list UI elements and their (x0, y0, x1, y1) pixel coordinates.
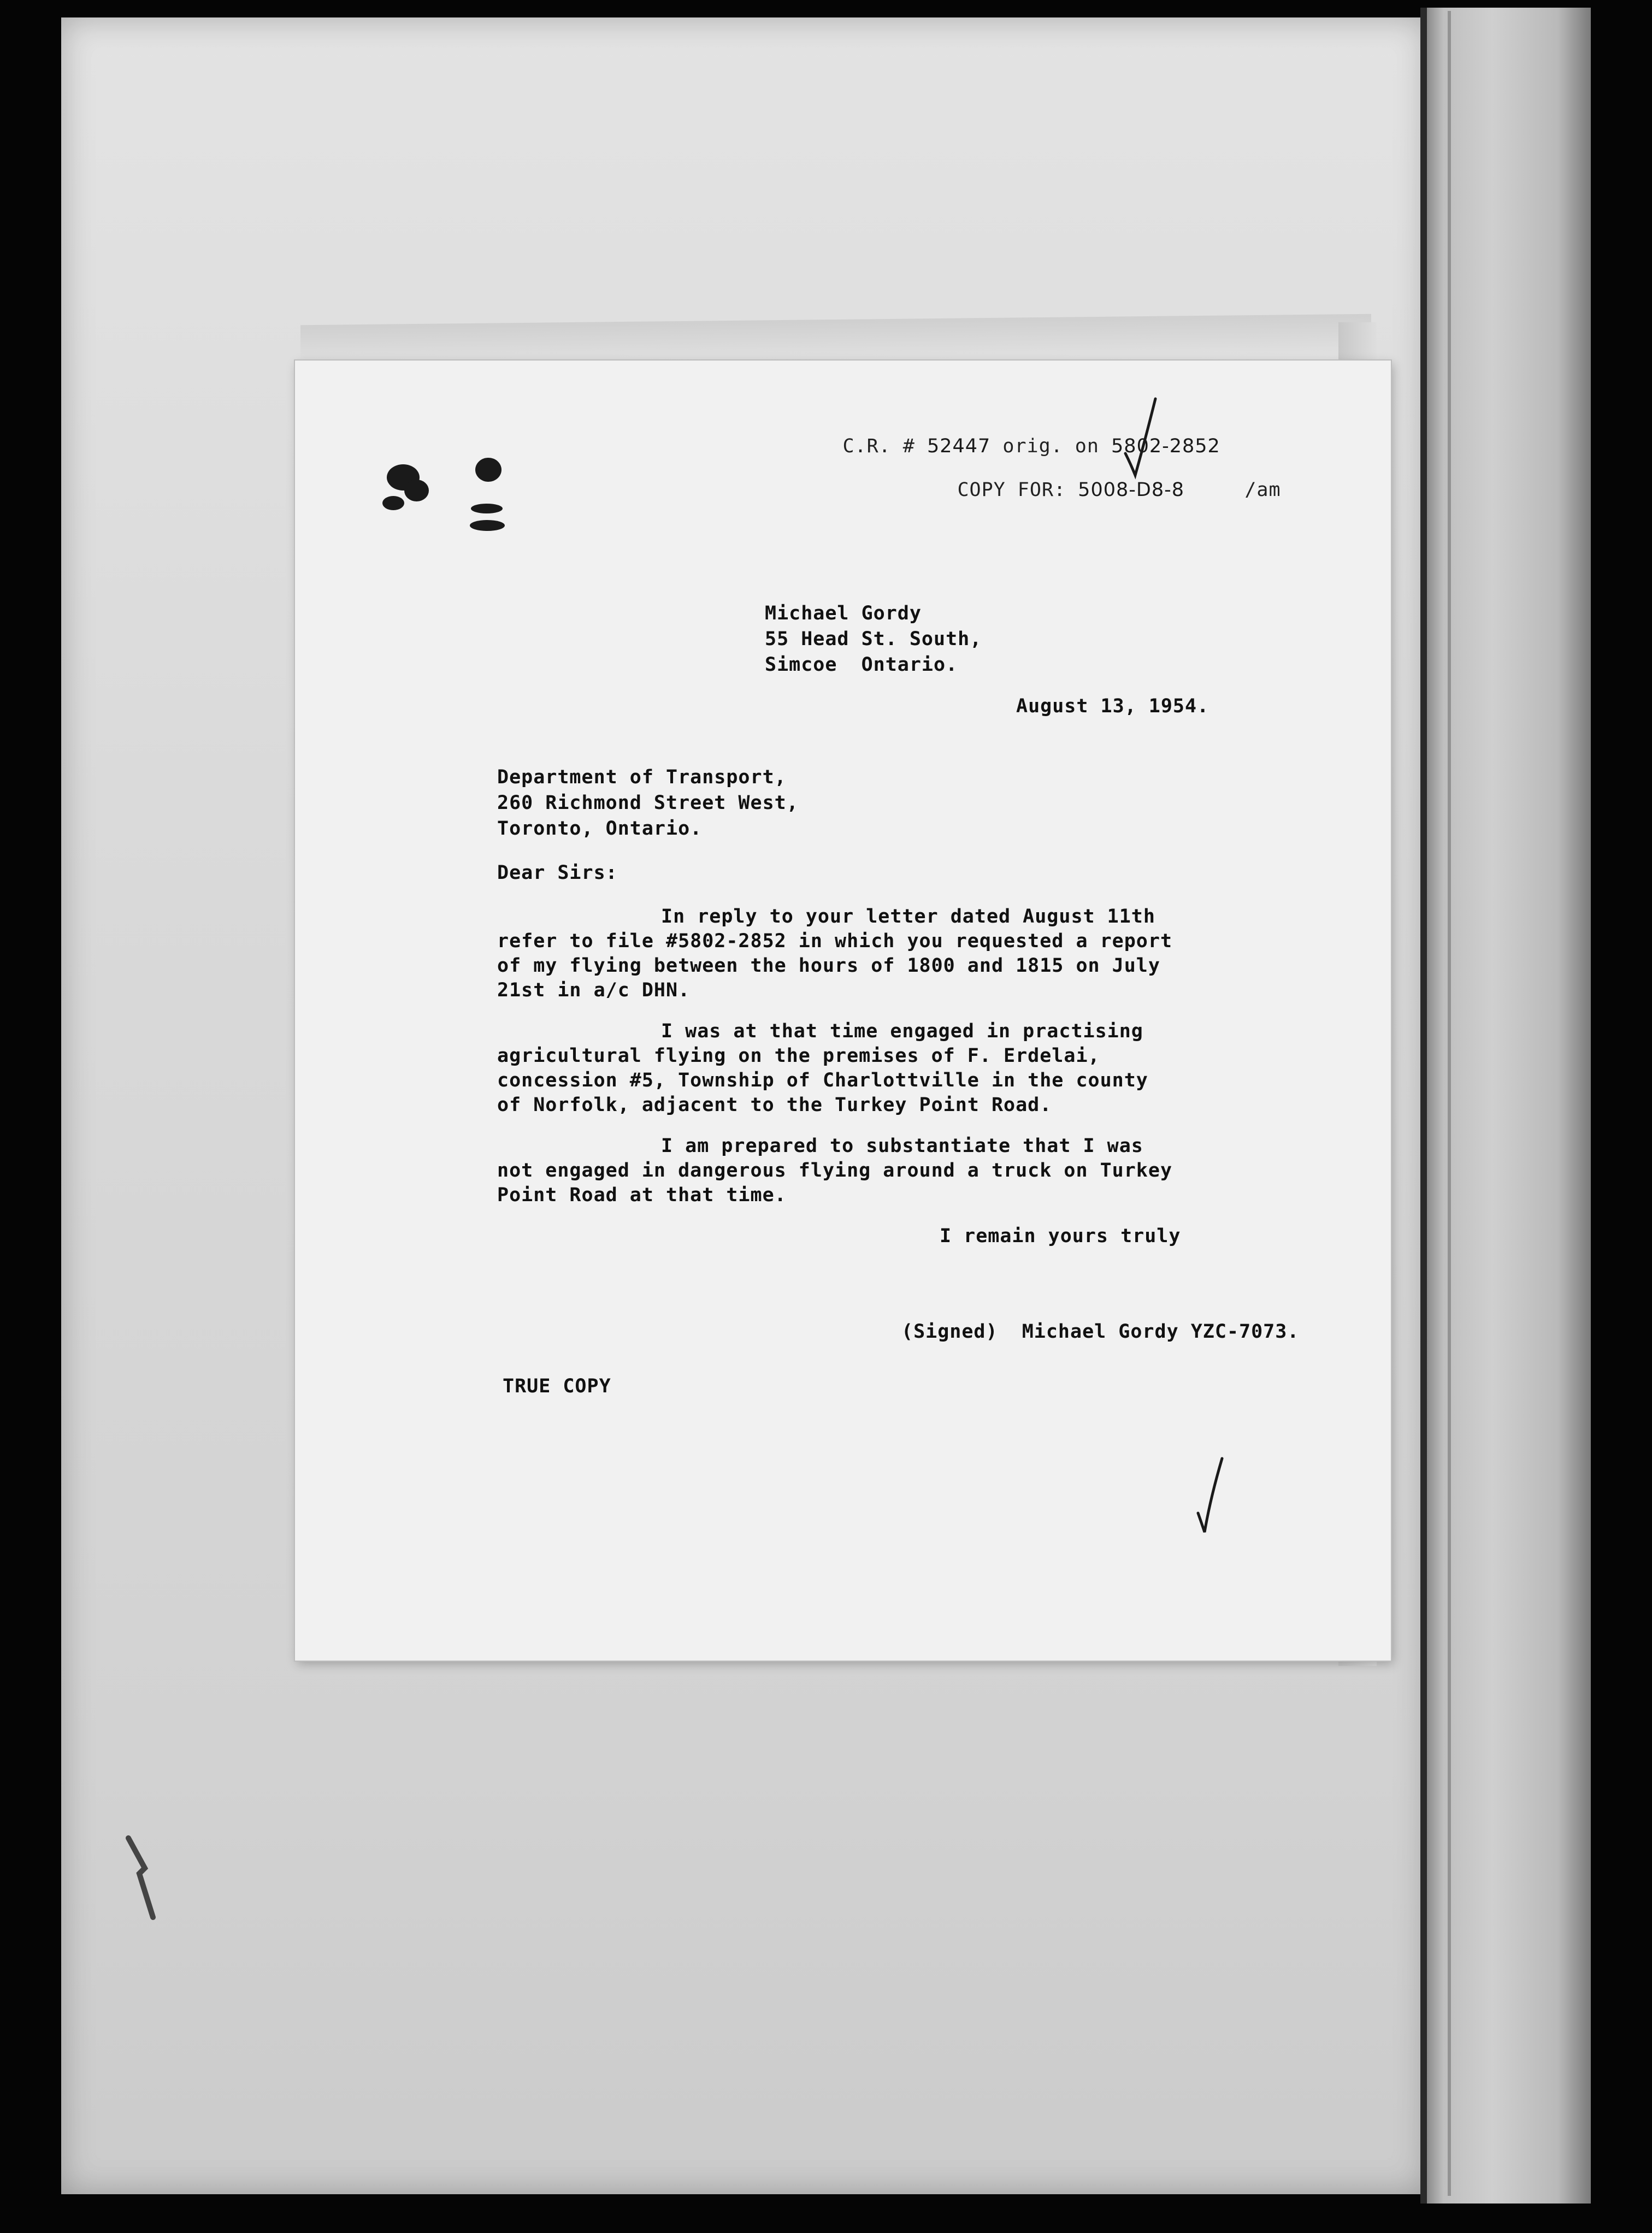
orig-label: orig. on (1002, 435, 1099, 457)
recipient-line-1: Department of Transport, (497, 766, 787, 788)
handwritten-check-icon (1120, 393, 1158, 481)
closing: I remain yours truly (940, 1225, 1181, 1247)
binding-crease (1448, 11, 1451, 2196)
body-line: of Norfolk, adjacent to the Turkey Point Road. (497, 1094, 1052, 1116)
body-line: Point Road at that time. (497, 1184, 787, 1206)
sender-city: Simcoe Ontario. (765, 654, 958, 676)
letter-date: August 13, 1954. (1016, 695, 1210, 717)
letter-sheet (295, 361, 1391, 1661)
body-line: In reply to your letter dated August 11th (661, 906, 1155, 928)
copy-for-label: COPY FOR: (957, 479, 1066, 501)
punch-hole (471, 504, 503, 513)
body-line: agricultural flying on the premises of F. Erdelai, (497, 1045, 1100, 1067)
recipient-line-3: Toronto, Ontario. (497, 818, 703, 840)
punch-hole (470, 520, 505, 531)
true-copy-note: TRUE COPY (503, 1375, 611, 1397)
body-line: 21st in a/c DHN. (497, 979, 691, 1001)
cr-label: C.R. # (842, 435, 915, 457)
punch-hole (404, 480, 429, 501)
binding-strip (1427, 8, 1591, 2204)
copy-suffix: /am (1244, 479, 1281, 501)
copy-for-file: 5008-D8-8 (1078, 479, 1184, 501)
recipient-line-2: 260 Richmond Street West, (497, 792, 799, 814)
copy-for-line (885, 452, 1281, 528)
body-line: not engaged in dangerous flying around a truck on Turkey (497, 1160, 1173, 1182)
body-line: of my flying between the hours of 1800 and 1815 on July (497, 955, 1160, 977)
pencil-smudge-icon (123, 1835, 161, 1923)
body-line: I am prepared to substantiate that I was (661, 1135, 1143, 1157)
body-line: concession #5, Township of Charlottville in the county (497, 1070, 1148, 1091)
punch-hole (475, 458, 502, 482)
body-line: I was at that time engaged in practising (661, 1020, 1143, 1042)
signature-line: (Signed) Michael Gordy YZC-7073. (901, 1321, 1300, 1343)
checkmark-icon (1194, 1456, 1226, 1538)
sender-street: 55 Head St. South, (765, 628, 982, 650)
body-line: refer to file #5802-2852 in which you requested a report (497, 930, 1173, 952)
sender-name: Michael Gordy (765, 602, 922, 624)
orig-file-number: 5802-2852 (1111, 435, 1220, 457)
salutation: Dear Sirs: (497, 862, 618, 884)
punch-hole (382, 496, 404, 510)
cr-number: 52447 (927, 435, 991, 457)
